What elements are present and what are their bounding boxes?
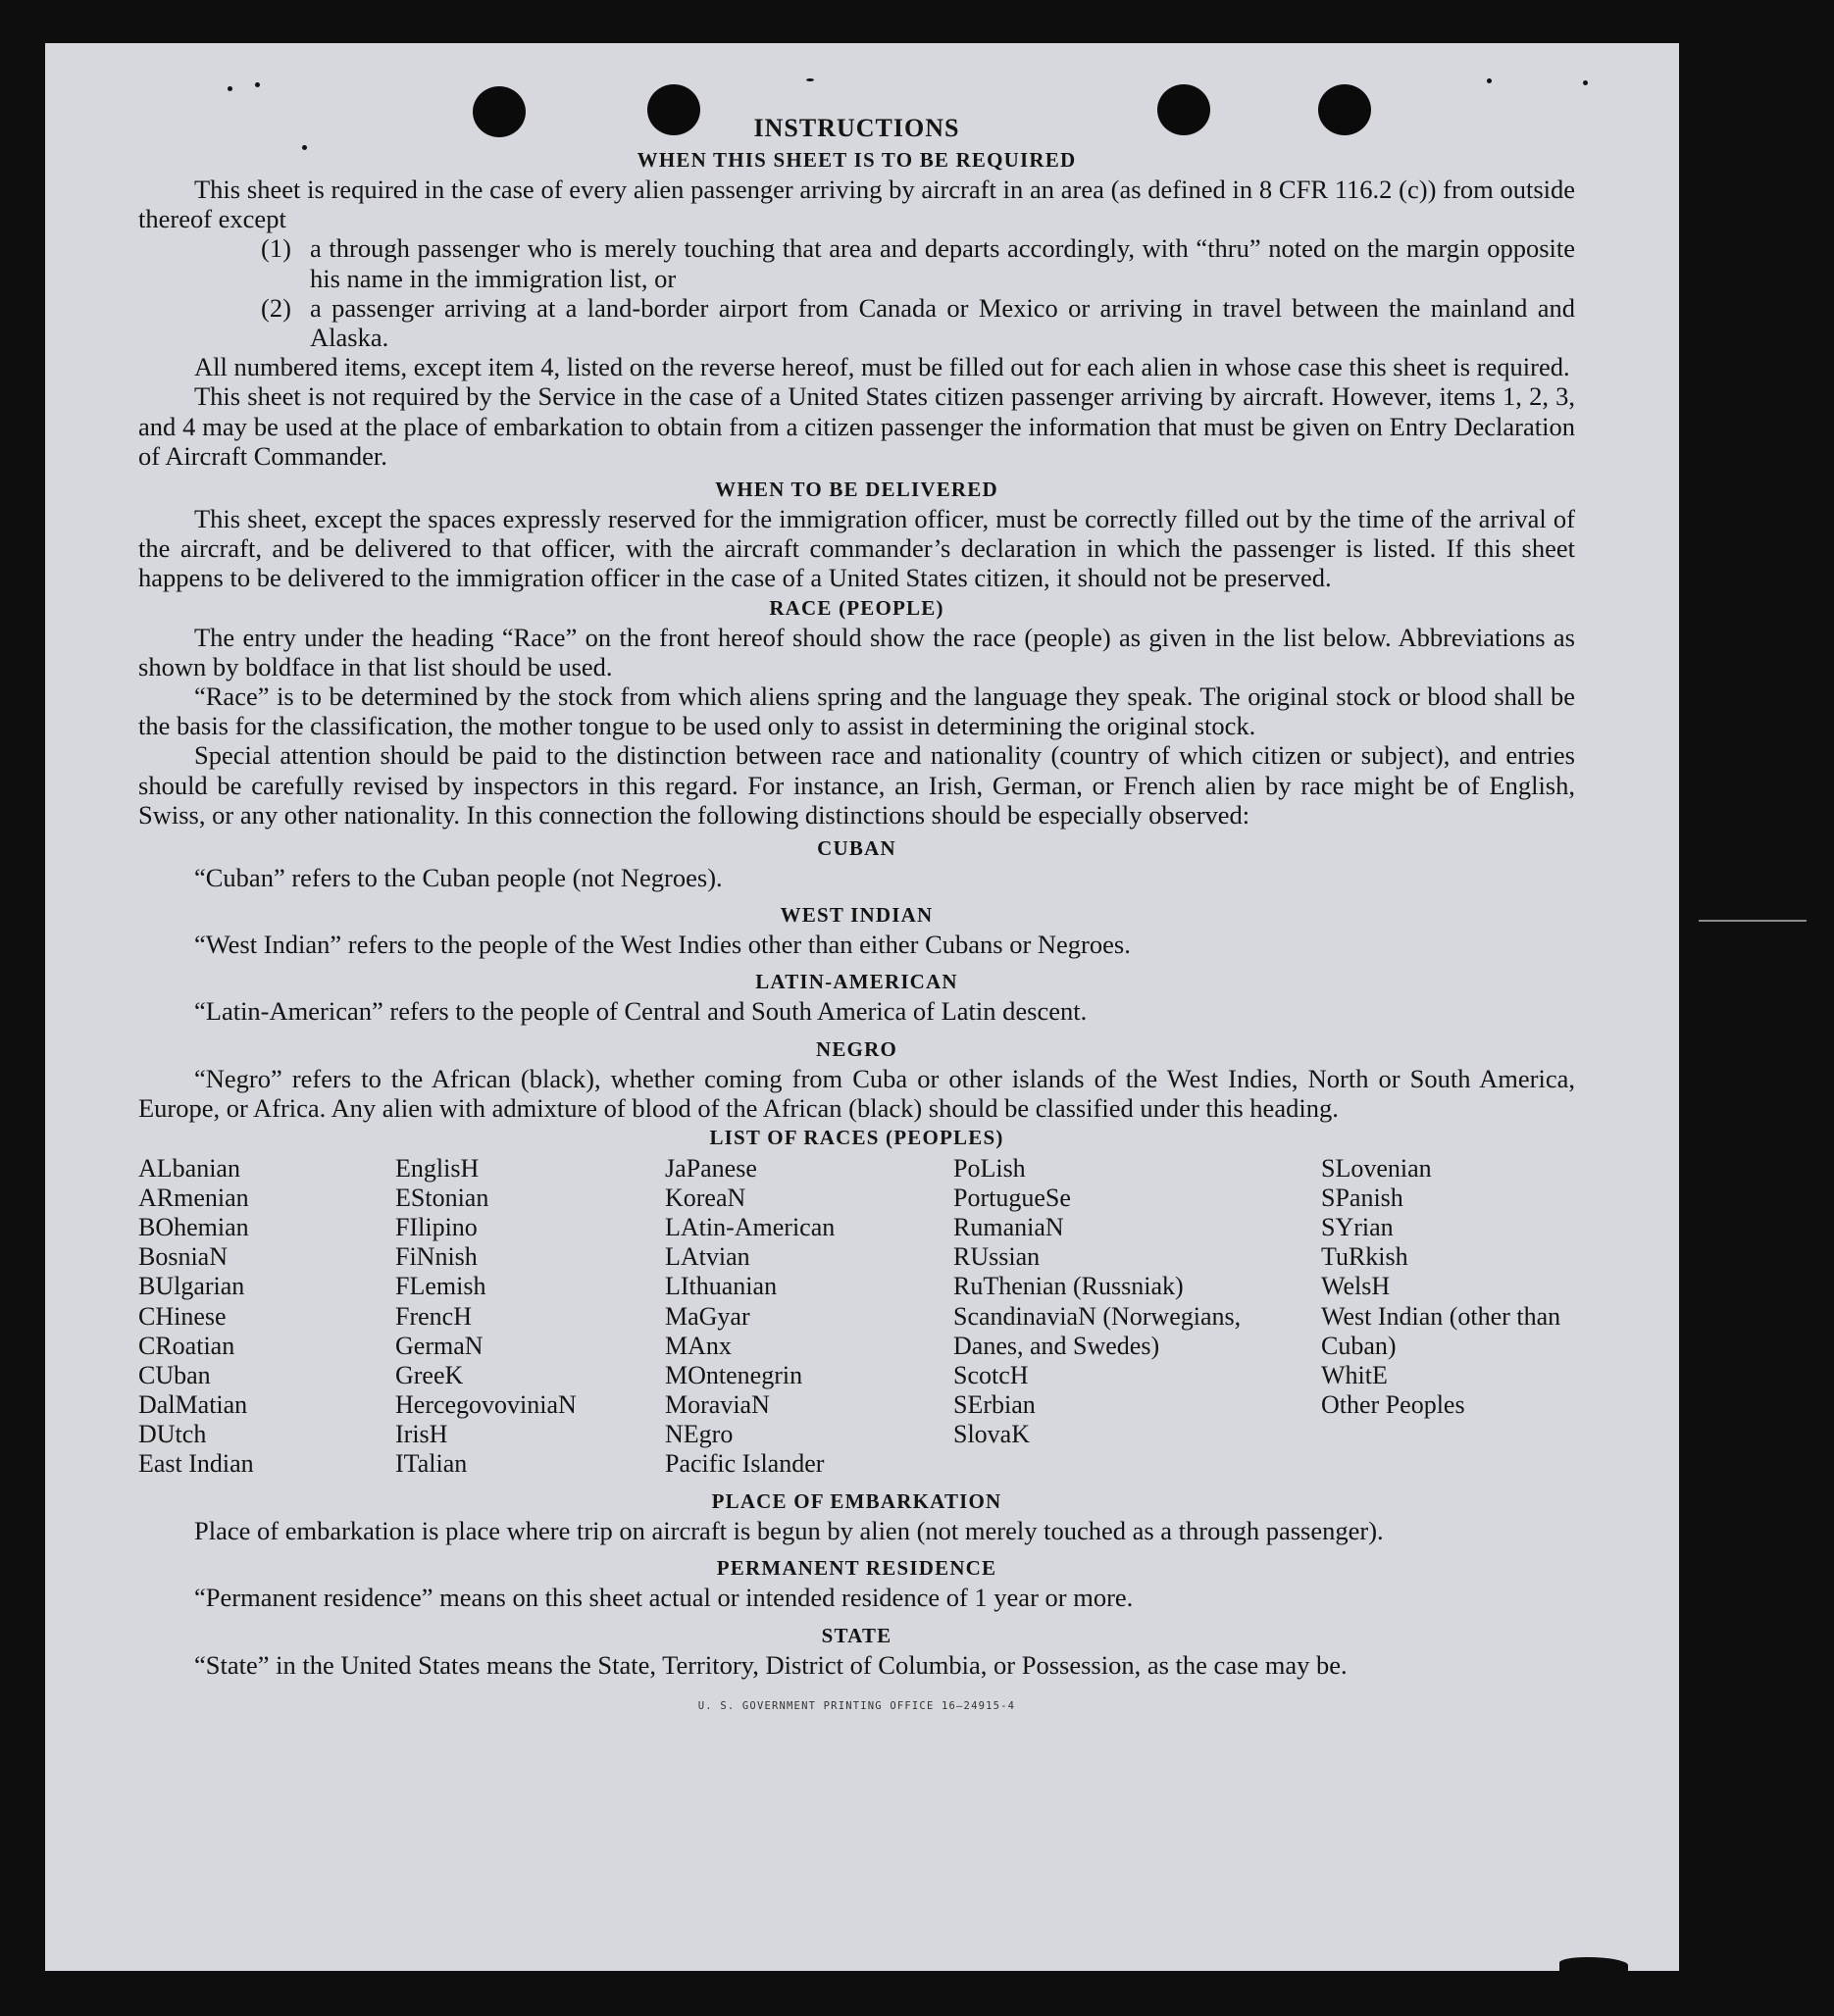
- item-text: a through passenger who is merely touching that area and departs accordingly, with “thru” noted on the margin opposite his name in the immigration list, or: [310, 233, 1575, 293]
- race-entry: Other Peoples: [1321, 1389, 1465, 1419]
- races-column: [395, 1154, 665, 1479]
- race-entry: DUtch: [138, 1419, 207, 1448]
- speck: [806, 78, 814, 81]
- paper-tear: [1559, 1957, 1628, 1971]
- races-column: [138, 1154, 395, 1479]
- speck: [228, 86, 232, 91]
- negro-paragraph: “Negro” refers to the African (black), whether coming from Cuba or other islands of the West Indies, North or South America, Europe, or Africa. Any alien with admixture of blood of the African (black) should be classified under this heading.: [138, 1063, 1575, 1123]
- heading-latin-american: LATIN-AMERICAN: [755, 970, 958, 994]
- residence-paragraph: “Permanent residence” means on this sheet actual or intended residence of 1 year or more.: [194, 1583, 1134, 1613]
- race-entry: BOhemian: [138, 1213, 249, 1242]
- latin-american-paragraph: “Latin-American” refers to the people of Central and South America of Latin descent.: [194, 996, 1088, 1027]
- required-paragraph-1: This sheet is required in the case of every alien passenger arriving by aircraft in an area (as defined in 8 CFR 116.2 (c)) from outside thereof except: [138, 175, 1575, 234]
- embarkation-paragraph: Place of embarkation is place where trip on aircraft is begun by alien (not merely touched as a through passenger).: [194, 1516, 1384, 1546]
- race-entry: PoLish: [953, 1154, 1026, 1184]
- heading-required: WHEN THIS SHEET IS TO BE REQUIRED: [637, 148, 1077, 172]
- race-entry: HercegovoviniaN: [395, 1389, 577, 1419]
- cuban-paragraph: “Cuban” refers to the Cuban people (not Negroes).: [194, 863, 723, 893]
- west-indian-paragraph: “West Indian” refers to the people of the West Indies other than either Cubans or Negroes.: [194, 930, 1131, 960]
- heading-state: STATE: [821, 1623, 892, 1647]
- race-entry: FLemish: [395, 1272, 486, 1301]
- race-entry: TuRkish: [1321, 1242, 1408, 1272]
- document-title: INSTRUCTIONS: [753, 114, 960, 142]
- race-paragraph-3: Special attention should be paid to the distinction between race and nationality (country of which citizen or subject), and entries should be carefully revised by inspectors in this regard. For instance, an Irish, German, or French alien by race might be of English, Swiss, or any other nationality. In this connection the following distinctions should be especially observed:: [138, 740, 1575, 830]
- race-entry: ITalian: [395, 1449, 468, 1479]
- race-entry: LAtin-American: [665, 1213, 836, 1242]
- race-entry: PortugueSe: [953, 1184, 1071, 1213]
- item-text: a passenger arriving at a land-border airport from Canada or Mexico or arriving in travel between the mainland and Alaska.: [310, 292, 1575, 353]
- required-paragraph-3: This sheet is not required by the Service in the case of a United States citizen passenger arriving by aircraft. However, items 1, 2, 3, and 4 may be used at the place of embarkation to obtain from a citizen passenger the information that must be given on Entry Declaration of Aircraft Commander.: [138, 381, 1575, 471]
- race-entry: MoraviaN: [665, 1389, 770, 1419]
- item-number: (1): [261, 233, 291, 264]
- race-entry: LIthuanian: [665, 1272, 778, 1301]
- race-entry: CUban: [138, 1360, 211, 1389]
- heading-cuban: CUBAN: [817, 836, 896, 861]
- race-entry: JaPanese: [665, 1154, 757, 1184]
- heading-west-indian: WEST INDIAN: [780, 903, 934, 928]
- race-paragraph-2: “Race” is to be determined by the stock from which aliens spring and the language they speak. The original stock or blood shall be the basis for the classification, the mother tongue to be used only to assist in determining the original stock.: [138, 681, 1575, 741]
- delivered-paragraph: This sheet, except the spaces expressly reserved for the immigration officer, must be correctly filled out by the time of the arrival of the aircraft, and be delivered to that officer, with the aircraft commander’s declaration in which the passenger is listed. If this sheet happens to be delivered to the immigration officer in the case of a United States citizen, it should not be preserved.: [138, 504, 1575, 593]
- race-entry: CHinese: [138, 1301, 227, 1331]
- state-paragraph: “State” in the United States means the State, Territory, District of Columbia, or Possession, as the case may be.: [194, 1649, 1348, 1680]
- races-column: [953, 1154, 1248, 1479]
- race-entry: SErbian: [953, 1389, 1036, 1419]
- race-entry: RUssian: [953, 1242, 1041, 1272]
- printer-imprint: U. S. GOVERNMENT PRINTING OFFICE 16—24915-4: [697, 1699, 1016, 1712]
- race-entry: FiNnish: [395, 1242, 478, 1272]
- race-entry: BUlgarian: [138, 1272, 245, 1301]
- heading-permanent-residence: PERMANENT RESIDENCE: [716, 1556, 997, 1581]
- race-entry: West Indian (other than Cuban): [1321, 1301, 1561, 1360]
- heading-list-of-races: LIST OF RACES (PEOPLES): [709, 1126, 1004, 1150]
- race-entry: WhitE: [1321, 1360, 1388, 1389]
- item-number: (2): [261, 292, 291, 323]
- race-entry: EnglisH: [395, 1154, 480, 1184]
- races-column: [665, 1154, 953, 1479]
- heading-race: RACE (PEOPLE): [769, 595, 944, 620]
- race-entry: SlovaK: [953, 1419, 1030, 1448]
- race-entry: East Indian: [138, 1449, 254, 1479]
- race-entry: SLovenian: [1321, 1154, 1432, 1184]
- race-entry: BosniaN: [138, 1242, 228, 1272]
- race-entry: DalMatian: [138, 1389, 248, 1419]
- race-entry: FrencH: [395, 1301, 472, 1331]
- speck: [1487, 78, 1492, 83]
- exception-item: [261, 293, 1575, 352]
- race-entry: LAtvian: [665, 1242, 750, 1272]
- race-entry: GermaN: [395, 1331, 484, 1360]
- required-paragraph-2: All numbered items, except item 4, listed on the reverse hereof, must be filled out for each alien in whose case this sheet is required.: [194, 352, 1570, 382]
- races-column: [1321, 1154, 1575, 1479]
- race-entry: IrisH: [395, 1419, 448, 1448]
- races-list: [138, 1154, 1575, 1479]
- race-entry: WelsH: [1321, 1272, 1391, 1301]
- race-entry: EStonian: [395, 1184, 489, 1213]
- exception-item: [261, 233, 1575, 292]
- race-entry: SPanish: [1321, 1184, 1403, 1213]
- race-entry: RuThenian (Russniak): [953, 1272, 1184, 1301]
- speck: [255, 82, 260, 87]
- heading-embarkation: PLACE OF EMBARKATION: [711, 1489, 1002, 1514]
- speck: [1583, 80, 1588, 85]
- race-entry: GreeK: [395, 1360, 464, 1389]
- race-entry: SYrian: [1321, 1213, 1394, 1242]
- race-entry: MaGyar: [665, 1301, 750, 1331]
- document-content: [138, 112, 1575, 1721]
- race-entry: ScandinaviaN (Norwegians, Danes, and Swedes): [953, 1301, 1242, 1360]
- race-entry: NEgro: [665, 1419, 734, 1448]
- race-entry: ALbanian: [138, 1154, 240, 1184]
- race-entry: RumaniaN: [953, 1213, 1064, 1242]
- race-entry: CRoatian: [138, 1331, 235, 1360]
- heading-delivered: WHEN TO BE DELIVERED: [715, 478, 998, 502]
- race-entry: FIlipino: [395, 1213, 478, 1242]
- race-entry: ARmenian: [138, 1184, 249, 1213]
- race-entry: Pacific Islander: [665, 1449, 825, 1479]
- race-entry: ScotcH: [953, 1360, 1029, 1389]
- race-entry: MAnx: [665, 1331, 732, 1360]
- heading-negro: NEGRO: [815, 1036, 897, 1061]
- document-sheet: [45, 43, 1679, 1971]
- race-entry: MOntenegrin: [665, 1360, 803, 1389]
- margin-line: [1699, 920, 1807, 922]
- race-paragraph-1: The entry under the heading “Race” on the front hereof should show the race (people) as given in the list below. Abbreviations as shown by boldface in that list should be used.: [138, 622, 1575, 681]
- race-entry: KoreaN: [665, 1184, 746, 1213]
